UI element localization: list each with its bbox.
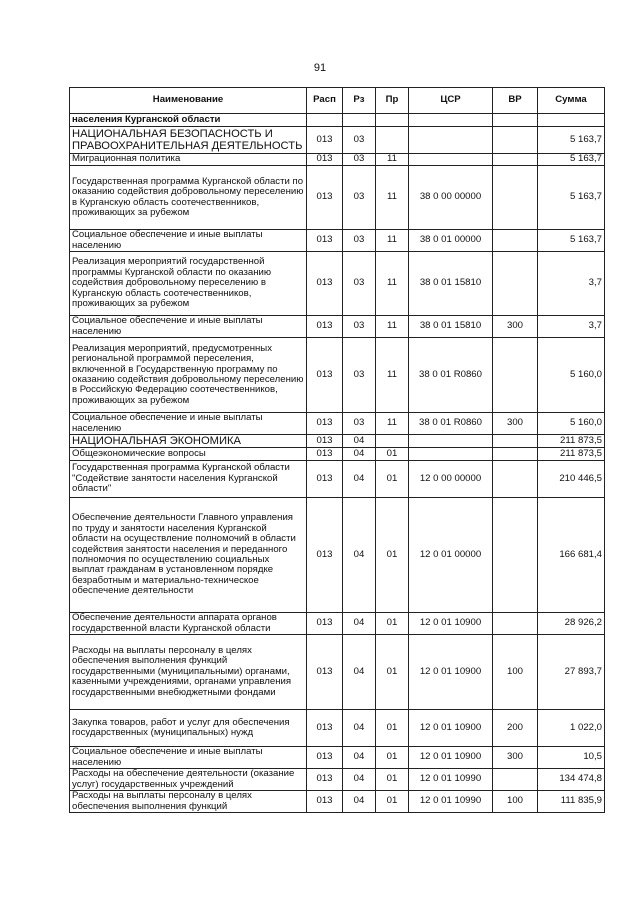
- row-rasp: 013: [307, 747, 343, 769]
- row-sum: 5 163,7: [538, 127, 605, 154]
- row-rasp: 013: [307, 461, 343, 498]
- row-rz: 04: [343, 461, 376, 498]
- row-vr: [493, 613, 538, 635]
- row-sum: 134 474,8: [538, 769, 605, 791]
- row-csr: [409, 127, 493, 154]
- row-name: Закупка товаров, работ и услуг для обеспечения государственных (муниципальных) нужд: [70, 710, 307, 747]
- row-vr: [493, 230, 538, 252]
- row-name: Реализация мероприятий государственной программы Курганской области по оказанию содействия добровольному переселению в Курганскую область соотечественников, проживающих за рубежом: [70, 252, 307, 316]
- row-vr: [493, 461, 538, 498]
- row-rz: 03: [343, 230, 376, 252]
- row-rasp: 013: [307, 338, 343, 413]
- row-sum: [538, 114, 605, 127]
- row-vr: [493, 448, 538, 461]
- row-rz: 04: [343, 448, 376, 461]
- header-vr: ВР: [493, 88, 538, 114]
- table-body: [70, 114, 605, 813]
- row-pr: 01: [376, 635, 409, 710]
- row-csr: 12 0 01 10900: [409, 710, 493, 747]
- row-rz: 03: [343, 413, 376, 435]
- row-pr: 01: [376, 613, 409, 635]
- row-rasp: 013: [307, 498, 343, 613]
- row-name: Обеспечение деятельности Главного управления по труду и занятости населения Курганской области на осуществление полномочий в области содействия занятости населения и переданного полномочия по осуществлению социальных выплат гражданам в установленном порядке безработным и материально-техническое обеспечение деятельности: [70, 498, 307, 613]
- table-row: [70, 635, 605, 710]
- row-rasp: [307, 114, 343, 127]
- row-rasp: 013: [307, 154, 343, 166]
- row-name: Расходы на обеспечение деятельности (оказание услуг) государственных учреждений: [70, 769, 307, 791]
- table-row: [70, 413, 605, 435]
- row-pr: [376, 435, 409, 448]
- row-rasp: 013: [307, 710, 343, 747]
- row-sum: 28 926,2: [538, 613, 605, 635]
- row-rz: 03: [343, 338, 376, 413]
- table-row: [70, 252, 605, 316]
- header-csr: ЦСР: [409, 88, 493, 114]
- row-sum: 210 446,5: [538, 461, 605, 498]
- row-pr: 01: [376, 769, 409, 791]
- table-row: [70, 769, 605, 791]
- row-csr: 38 0 01 15810: [409, 316, 493, 338]
- header-rz: Рз: [343, 88, 376, 114]
- row-name: населения Курганской области: [70, 114, 307, 127]
- header-sum: Сумма: [538, 88, 605, 114]
- row-pr: [376, 114, 409, 127]
- table-row: [70, 338, 605, 413]
- row-pr: 11: [376, 338, 409, 413]
- row-sum: 5 163,7: [538, 230, 605, 252]
- row-pr: [376, 127, 409, 154]
- row-name: Обеспечение деятельности аппарата органов государственной власти Курганской области: [70, 613, 307, 635]
- table-row: [70, 166, 605, 230]
- row-pr: 11: [376, 154, 409, 166]
- table-row: [70, 230, 605, 252]
- row-sum: 1 022,0: [538, 710, 605, 747]
- row-csr: 38 0 01 00000: [409, 230, 493, 252]
- row-sum: 3,7: [538, 252, 605, 316]
- row-vr: [493, 114, 538, 127]
- table-row: [70, 435, 605, 448]
- row-pr: 11: [376, 230, 409, 252]
- row-pr: 01: [376, 498, 409, 613]
- row-vr: 300: [493, 413, 538, 435]
- row-rasp: 013: [307, 635, 343, 710]
- table-row: [70, 791, 605, 813]
- row-csr: 12 0 01 10900: [409, 747, 493, 769]
- row-rasp: 013: [307, 448, 343, 461]
- row-csr: [409, 435, 493, 448]
- row-rz: 03: [343, 252, 376, 316]
- row-name: НАЦИОНАЛЬНАЯ ЭКОНОМИКА: [70, 435, 307, 448]
- row-vr: [493, 769, 538, 791]
- table-row: [70, 461, 605, 498]
- row-rz: 03: [343, 127, 376, 154]
- row-rz: 04: [343, 635, 376, 710]
- page-number: 91: [313, 62, 327, 74]
- row-rz: 04: [343, 710, 376, 747]
- row-pr: 11: [376, 316, 409, 338]
- row-sum: 10,5: [538, 747, 605, 769]
- row-rz: 04: [343, 435, 376, 448]
- row-rasp: 013: [307, 252, 343, 316]
- row-csr: [409, 448, 493, 461]
- row-rz: [343, 114, 376, 127]
- row-sum: 211 873,5: [538, 435, 605, 448]
- row-rz: 04: [343, 747, 376, 769]
- row-pr: 01: [376, 791, 409, 813]
- row-vr: [493, 252, 538, 316]
- header-rasp: Расп: [307, 88, 343, 114]
- row-vr: 300: [493, 747, 538, 769]
- row-csr: 12 0 01 00000: [409, 498, 493, 613]
- row-vr: [493, 338, 538, 413]
- row-vr: [493, 435, 538, 448]
- row-csr: 38 0 01 R0860: [409, 338, 493, 413]
- row-pr: 01: [376, 747, 409, 769]
- row-sum: 211 873,5: [538, 448, 605, 461]
- row-rasp: 013: [307, 791, 343, 813]
- table-row: [70, 498, 605, 613]
- row-sum: 166 681,4: [538, 498, 605, 613]
- row-name: Государственная программа Курганской области по оказанию содействия добровольному переселению в Курганскую область соотечественников, проживающих за рубежом: [70, 166, 307, 230]
- row-name: Расходы на выплаты персоналу в целях обеспечения выполнения функций: [70, 791, 307, 813]
- row-csr: 12 0 01 10990: [409, 769, 493, 791]
- row-vr: [493, 154, 538, 166]
- row-name: Социальное обеспечение и иные выплаты населению: [70, 316, 307, 338]
- row-pr: 11: [376, 413, 409, 435]
- row-csr: [409, 114, 493, 127]
- row-sum: 5 163,7: [538, 166, 605, 230]
- row-vr: 300: [493, 316, 538, 338]
- row-rasp: 013: [307, 127, 343, 154]
- row-rasp: 013: [307, 413, 343, 435]
- row-vr: [493, 166, 538, 230]
- row-rz: 04: [343, 791, 376, 813]
- row-rz: 04: [343, 613, 376, 635]
- row-sum: 111 835,9: [538, 791, 605, 813]
- row-sum: 5 160,0: [538, 338, 605, 413]
- row-sum: 27 893,7: [538, 635, 605, 710]
- row-pr: 11: [376, 166, 409, 230]
- row-sum: 3,7: [538, 316, 605, 338]
- row-rasp: 013: [307, 435, 343, 448]
- row-name: Реализация мероприятий, предусмотренных региональной программой переселения, включенной в Государственную программу по оказанию содействия добровольному переселению в Российскую Федерацию соотечественников, проживающих за рубежом: [70, 338, 307, 413]
- row-rasp: 013: [307, 769, 343, 791]
- row-rz: 04: [343, 769, 376, 791]
- row-sum: 5 160,0: [538, 413, 605, 435]
- row-vr: 200: [493, 710, 538, 747]
- row-name: Социальное обеспечение и иные выплаты населению: [70, 747, 307, 769]
- row-rasp: 013: [307, 316, 343, 338]
- row-rasp: 013: [307, 230, 343, 252]
- table-row: [70, 710, 605, 747]
- row-vr: 100: [493, 635, 538, 710]
- row-vr: [493, 498, 538, 613]
- row-csr: 12 0 00 00000: [409, 461, 493, 498]
- row-name: Общеэкономические вопросы: [70, 448, 307, 461]
- row-rz: 03: [343, 166, 376, 230]
- row-pr: 01: [376, 448, 409, 461]
- row-name: НАЦИОНАЛЬНАЯ БЕЗОПАСНОСТЬ И ПРАВООХРАНИТЕЛЬНАЯ ДЕЯТЕЛЬНОСТЬ: [70, 127, 307, 154]
- row-rz: 03: [343, 154, 376, 166]
- row-pr: 01: [376, 710, 409, 747]
- row-sum: 5 163,7: [538, 154, 605, 166]
- row-name: Расходы на выплаты персоналу в целях обеспечения выполнения функций государственными (муниципальными) органами, казенными учреждениями, органами управления государственными внебюджетными фондами: [70, 635, 307, 710]
- table-row: [70, 154, 605, 166]
- row-csr: 38 0 01 15810: [409, 252, 493, 316]
- header-pr: Пр: [376, 88, 409, 114]
- row-rasp: 013: [307, 166, 343, 230]
- row-name: Социальное обеспечение и иные выплаты населению: [70, 230, 307, 252]
- table-row: [70, 316, 605, 338]
- row-csr: 12 0 01 10900: [409, 613, 493, 635]
- row-pr: 01: [376, 461, 409, 498]
- table-row: [70, 747, 605, 769]
- row-name: Государственная программа Курганской области "Содействие занятости населения Курганской области": [70, 461, 307, 498]
- row-csr: 38 0 00 00000: [409, 166, 493, 230]
- table-row: [70, 127, 605, 154]
- table-row: [70, 448, 605, 461]
- table-row: [70, 613, 605, 635]
- row-rz: 04: [343, 498, 376, 613]
- row-csr: 12 0 01 10990: [409, 791, 493, 813]
- row-vr: 100: [493, 791, 538, 813]
- row-csr: [409, 154, 493, 166]
- row-name: Социальное обеспечение и иные выплаты населению: [70, 413, 307, 435]
- table-header-row: [70, 88, 605, 114]
- row-csr: 38 0 01 R0860: [409, 413, 493, 435]
- budget-table: [69, 87, 605, 813]
- row-name: Миграционная политика: [70, 154, 307, 166]
- row-vr: [493, 127, 538, 154]
- header-name: Наименование: [70, 88, 307, 114]
- row-csr: 12 0 01 10900: [409, 635, 493, 710]
- table-row: [70, 114, 605, 127]
- row-rz: 03: [343, 316, 376, 338]
- row-pr: 11: [376, 252, 409, 316]
- row-rasp: 013: [307, 613, 343, 635]
